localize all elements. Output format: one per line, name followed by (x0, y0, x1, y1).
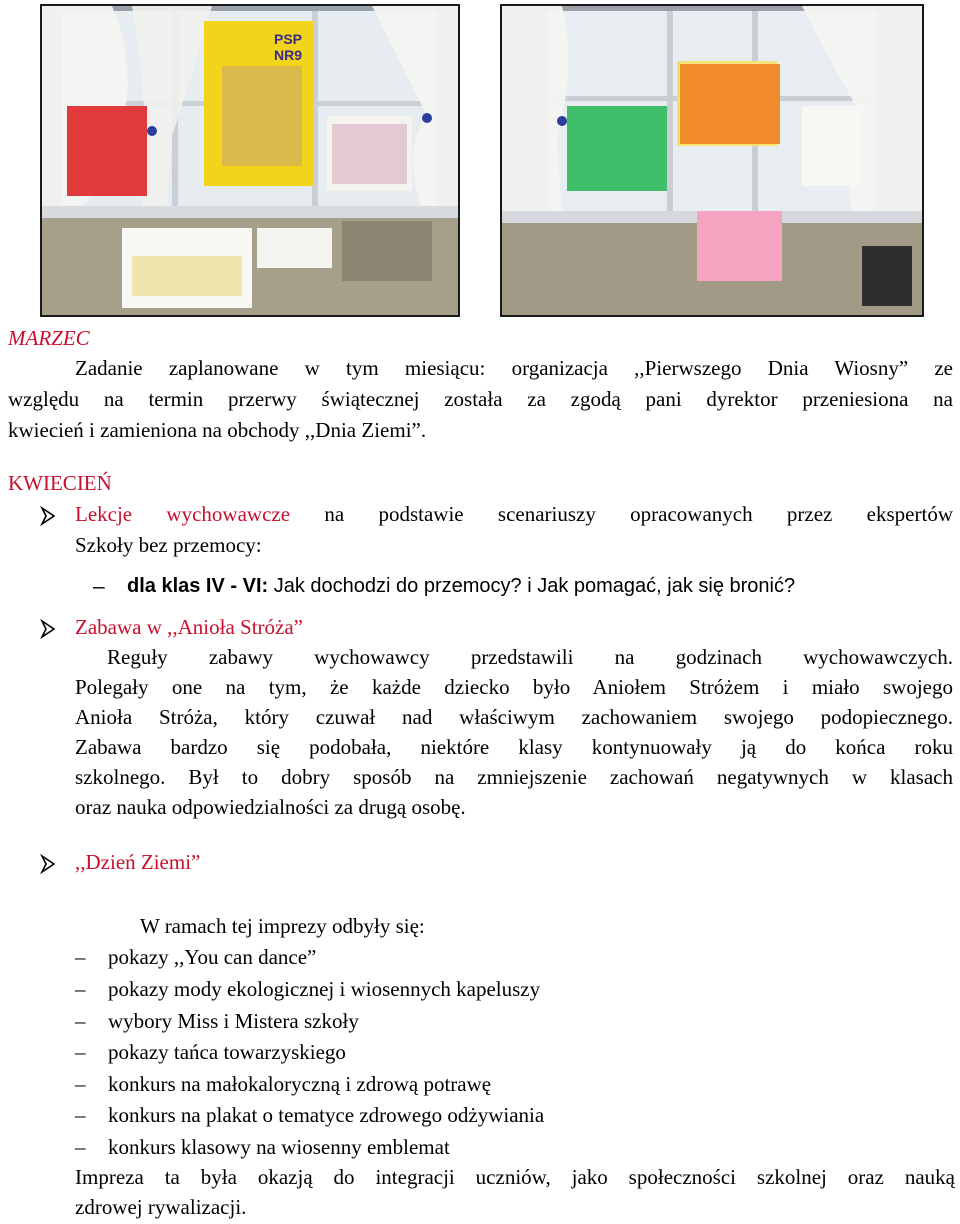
dzien-ziemi-intro: W ramach tej imprezy odbyły się: (140, 914, 425, 938)
zabawa-line-6: oraz nauka odpowiedzialności za drugą osobę. (75, 795, 466, 819)
dash-bullet: – (75, 1040, 86, 1064)
dzien-ziemi-item-2: pokazy mody ekologicznej i wiosennych kapeluszy (108, 977, 541, 1001)
dash-bullet: – (75, 977, 86, 1001)
arrow-bullet-icon (40, 853, 56, 875)
arrow-bullet-icon (40, 505, 56, 527)
zabawa-title: Zabawa w ,,Anioła Stróża” (75, 615, 303, 639)
zabawa-line-4: Zabawa bardzo się podobała, niektóre klasy kontynuowały ją do końca roku (75, 735, 953, 759)
dzien-ziemi-item-6: konkurs na plakat o tematyce zdrowego odżywiania (108, 1103, 545, 1127)
poster-sign-line-1: PSP (274, 31, 303, 47)
zabawa-line-5: szkolnego. Był to dobry sposób na zmniejszenie zachowań negatywnych w klasach (75, 765, 953, 789)
section-heading-marzec: MARZEC (8, 326, 90, 350)
lekcje-subitem-rest: Jak dochodzi do przemocy? i Jak pomagać, jak się bronić? (268, 575, 796, 597)
dzien-ziemi-item-7: konkurs klasowy na wiosenny emblemat (108, 1135, 450, 1159)
arrow-bullet-icon (40, 618, 56, 640)
dzien-ziemi-item-5: konkurs na małokaloryczną i zdrową potrawę (108, 1072, 492, 1096)
zabawa-line-2: Polegały one na tym, że każde dziecko było Aniołem Stróżem i miało swojego (75, 675, 953, 699)
lekcje-subitem-bold: dla klas IV - VI: (127, 575, 269, 597)
dash-bullet: – (75, 1009, 86, 1033)
dzien-ziemi-item-1: pokazy ,,You can dance” (108, 945, 317, 969)
dash-bullet: – (93, 575, 105, 598)
zabawa-line-1: Reguły zabawy wychowawcy przedstawili na godzinach wychowawczych. (107, 645, 953, 669)
lekcje-rest: na podstawie scenariuszy opracowanych przez ekspertów (290, 502, 953, 526)
photo-classroom-window-left (40, 4, 460, 317)
lekcje-line-1 (75, 499, 953, 530)
dzien-ziemi-closing-line-1: Impreza ta była okazją do integracji uczniów, jako społeczności szkolnej oraz nauką (75, 1165, 955, 1189)
photo-classroom-window-right (500, 4, 924, 317)
dash-bullet: – (75, 1103, 86, 1127)
marzec-paragraph-line-2: względu na termin przerwy świątecznej została za zgodą pani dyrektor przeniesiona na (8, 387, 953, 411)
lekcje-line-2: Szkoły bez przemocy: (75, 533, 262, 557)
lekcje-title: Lekcje wychowawcze (75, 502, 291, 526)
dzien-ziemi-closing-line-2: zdrowej rywalizacji. (75, 1195, 247, 1219)
zabawa-line-3: Anioła Stróża, który czuwał nad właściwym zachowaniem swojego podopiecznego. (75, 705, 953, 729)
dash-bullet: – (75, 945, 86, 969)
lekcje-subitem (127, 571, 795, 602)
dzien-ziemi-item-3: wybory Miss i Mistera szkoły (108, 1009, 359, 1033)
dzien-ziemi-item-4: pokazy tańca towarzyskiego (108, 1040, 346, 1064)
marzec-paragraph-line-3: kwiecień i zamieniona na obchody ,,Dnia Ziemi”. (8, 418, 427, 442)
dash-bullet: – (75, 1135, 86, 1159)
poster-sign-line-2: NR9 (274, 47, 303, 63)
section-heading-kwiecien: KWIECIEŃ (8, 471, 112, 495)
dash-bullet: – (75, 1072, 86, 1096)
marzec-paragraph-line-1: Zadanie zaplanowane w tym miesiącu: organizacja ,,Pierwszego Dnia Wiosny” ze (75, 356, 953, 380)
dzien-ziemi-title: ,,Dzień Ziemi” (75, 850, 201, 874)
